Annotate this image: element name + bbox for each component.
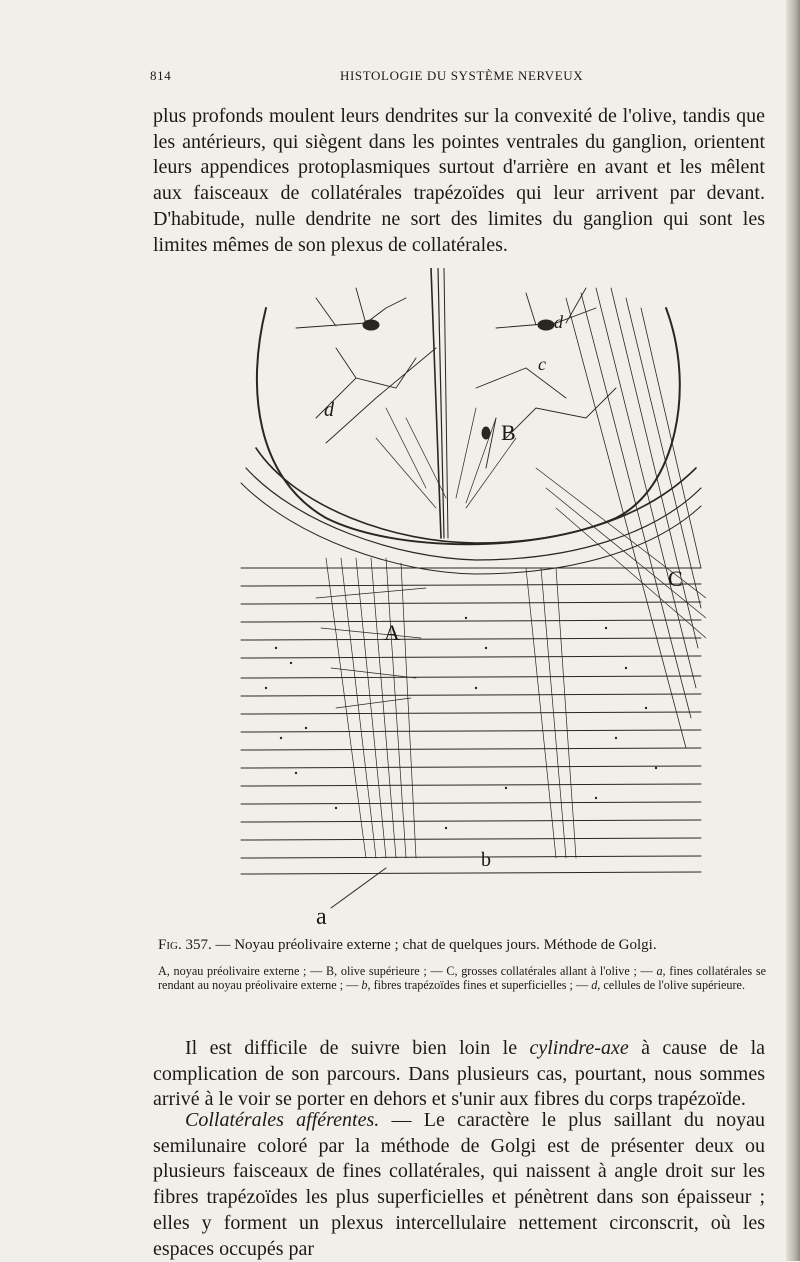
p3-text: — Le caractère le plus saillant du noyau semilunaire coloré par la méthode de Golgi est de présenter deux ou plusieurs faisceaux de fines collatérales, qui naissent à angle droit sur les fibres trapézoïdes les plus superficielles et pénètrent dans son épaisseur ; elles y forment un plexus intercellulaire nettement circonscrit, où les espaces occupés par	[153, 1109, 765, 1260]
legend-b: , fibres trapézoïdes fines et superficielles ; —	[367, 977, 592, 992]
label-B: B	[501, 420, 516, 445]
legend-d: , cellules de l'olive supérieure.	[597, 977, 745, 992]
label-d-left: d	[324, 399, 334, 421]
p3-term: Collatérales afférentes.	[185, 1109, 380, 1131]
label-a: a	[316, 904, 327, 928]
label-A: A	[384, 620, 400, 645]
cell-body-right	[538, 320, 554, 330]
page-number: 814	[150, 68, 172, 83]
cell-body-B	[482, 427, 490, 439]
p2-after: à cause de la complication de son parcours. Dans plusieurs cas, pourtant, nous sommes arrivé à le voir se porter en dehors et s'unir aux fibres du corps trapézoïde.	[153, 1037, 765, 1111]
caption-text: — Noyau préolivaire externe ; chat de quelques jours. Méthode de Golgi.	[211, 937, 657, 953]
legend-a-letter: a	[656, 964, 663, 978]
label-C: C	[668, 566, 683, 591]
page-edge-shadow	[786, 0, 800, 1261]
legend-A: A, noyau préolivaire externe ; — B, olive supérieure ; — C, grosses collatérales allant à l'olive ; —	[158, 964, 653, 978]
trapezoid-fibers	[241, 568, 701, 874]
dendrites-left	[296, 288, 436, 443]
olive-outline	[257, 308, 680, 544]
paragraph-cylindre-axe	[153, 1036, 765, 1113]
p2-before: Il est difficile de suivre bien loin le	[185, 1037, 530, 1059]
running-title: HISTOLOGIE DU SYSTÈME NERVEUX	[340, 68, 584, 83]
label-b: b	[481, 849, 491, 871]
figure-caption	[158, 936, 766, 954]
stipple-dots	[265, 617, 657, 829]
label-c: c	[538, 354, 546, 374]
figure-number: Fig. 357.	[158, 937, 212, 953]
olive-boundary-inner	[256, 448, 696, 543]
label-d-right: d	[554, 312, 563, 332]
legend-a: , fines collatérales se rendant au noyau préolivaire externe ; —	[158, 964, 767, 992]
legend-b-letter: b	[361, 977, 368, 992]
collaterals-C	[566, 288, 701, 748]
paragraph-continued: plus profonds moulent leurs dendrites sur la convexité de l'olive, tandis que les antérieurs, qui siègent dans les pointes ventrales du ganglion, orientent leurs appendices protoplasmiques surtout d'arrière en avant et les mêlent aux faisceaux de collatérales trapézoïdes qui leur arrivent par devant. D'habitude, nulle dendrite ne sort des limites du ganglion qui sont les limites mêmes de son plexus de collatérales.	[153, 105, 765, 256]
paragraph-collaterales	[153, 1108, 765, 1262]
golgi-drawing	[236, 268, 706, 928]
figure-legend	[158, 965, 766, 992]
figure-357-illustration	[236, 268, 706, 928]
dendrites-right	[476, 288, 616, 468]
p2-term: cylindre-axe	[529, 1037, 629, 1059]
cell-body-left	[363, 320, 379, 330]
legend-d-letter: d	[591, 977, 598, 992]
